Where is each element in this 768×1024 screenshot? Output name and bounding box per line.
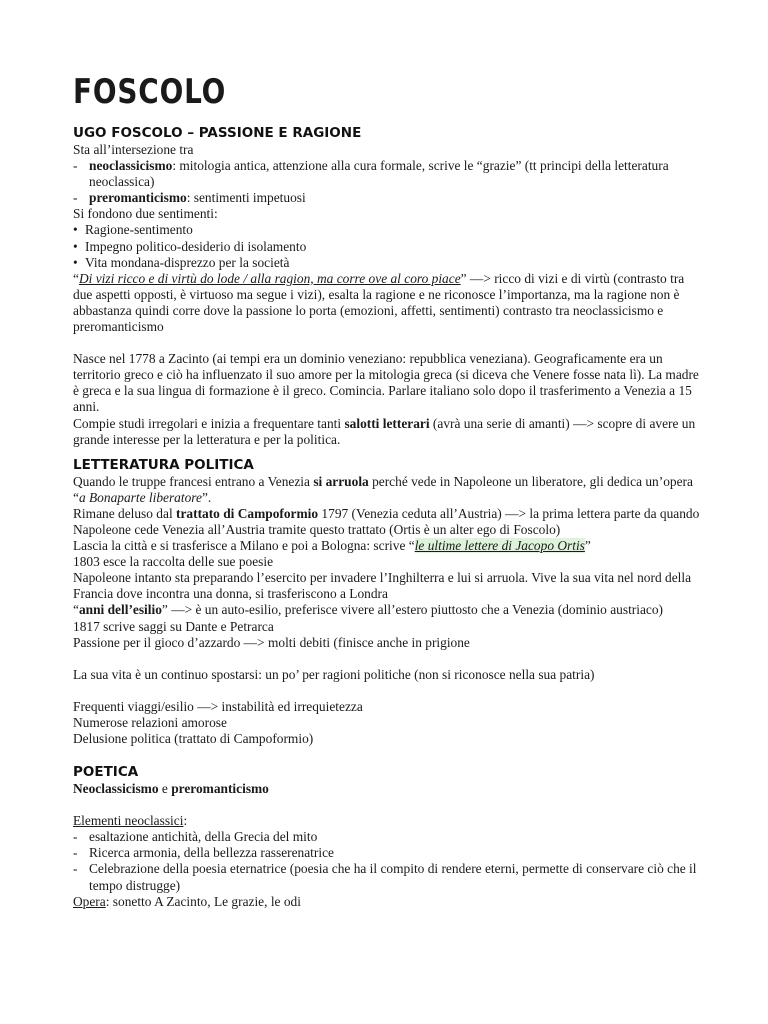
dash-marker: - xyxy=(73,158,78,174)
paragraph: Rimane deluso dal trattato di Campoformio 1797 (Venezia ceduta all’Austria) —> la prima lettera parte da quando Napoleone cede Venezia all’Austria tramite questo trattato (Ortis è un alter ego di Foscolo) xyxy=(73,505,700,537)
bullet-marker: • xyxy=(73,254,78,270)
dash-marker: - xyxy=(73,861,78,877)
poetica-subtitle: Neoclassicismo e preromanticismo xyxy=(73,781,269,797)
term-description: : sentimenti impetuosi xyxy=(186,190,306,206)
list-item xyxy=(73,190,703,206)
paragraph: 1817 scrive saggi su Dante e Petrarca xyxy=(73,618,274,634)
quote-text: Di vizi ricco e di virtù do lode / alla ragion, ma corre ove al coro piace xyxy=(78,270,461,286)
paragraph: Napoleone intanto sta preparando l’esercito per invadere l’Inghilterra e lui si arruola. Vive la sua vita nel nord della Francia dove incontra una donna, si trasferiscono a Londra xyxy=(73,570,692,602)
list-item xyxy=(73,222,703,238)
paragraph: Lascia la città e si trasferisce a Milano e poi a Bologna: scrive “le ultime lettere di Jacopo Ortis” xyxy=(73,538,591,554)
list-item: - Ricerca armonia, della bellezza rasserenatrice xyxy=(73,845,334,861)
highlighted-title: le ultime lettere di Jacopo Ortis xyxy=(414,538,585,554)
elements-label: Elementi neoclassici: xyxy=(73,813,188,829)
paragraph: Passione per il gioco d’azzardo —> molti debiti (finisce anche in prigione xyxy=(73,634,470,650)
bullet-text: Impegno politico-desiderio di isolamento xyxy=(85,238,307,254)
list-item xyxy=(73,239,703,255)
section-heading-letteratura-politica: LETTERATURA POLITICA xyxy=(73,456,254,473)
list-item: - Celebrazione della poesia eternatrice (poesia che ha il compito di rendere eterni, permette di conservare ciò che il tempo distrugge) xyxy=(73,861,697,893)
list-item xyxy=(73,255,703,271)
term-description: : mitologia antica, attenzione alla cura formale, scrive le “grazie” (tt principi della letteratura neoclassica) xyxy=(89,158,669,190)
term-bold: neoclassicismo xyxy=(89,158,173,174)
section-heading-passione-ragione: UGO FOSCOLO – PASSIONE E RAGIONE xyxy=(73,125,362,141)
paragraph: Frequenti viaggi/esilio —> instabilità ed irrequietezza xyxy=(73,698,363,714)
bullet-text: Ragione-sentimento xyxy=(85,222,193,238)
bio-paragraph: Nasce nel 1778 a Zacinto (ai tempi era un dominio veneziano: repubblica veneziana). Geograficamente era un territorio greco e ciò ha influenzato il suo amore per la mitologia greca (si diceva che Venere fosse nata lì). La madre è greca e la sua lingua di formazione è il greco. Comincia. Parlare italiano solo dopo il trasferimento a Venezia a 15 anni. xyxy=(73,351,699,415)
paragraph: Delusione politica (trattato di Campoformio) xyxy=(73,731,314,746)
dash-marker: - xyxy=(73,829,78,845)
section-heading-poetica: POETICA xyxy=(73,764,139,781)
paragraph: La sua vita è un continuo spostarsi: un po’ per ragioni politiche (non si riconosce nella sua patria) xyxy=(73,666,595,682)
quote-paragraph: “Di vizi ricco e di virtù do lode / alla ragion, ma corre ove al coro piace” —> ricco di vizi e di virtù (contrasto tra due aspetti opposti, è virtuoso ma segue i vizi), esalta la ragione e ne riconosce l’importanza, ma la ragione non è abbastanza quindi corre dove la passione lo porta (emozioni, affetti, sentimenti) contrasto tra neoclassicismo e preromanticismo xyxy=(73,270,685,335)
term-bold: preromanticismo xyxy=(89,190,187,206)
studies-paragraph: Compie studi irregolari e inizia a frequentare tanti salotti letterari (avrà una serie di amanti) —> scopre di avere un grande interesse per la letteratura e per la politica. xyxy=(73,415,696,447)
dash-marker: - xyxy=(73,845,78,861)
list-item: - esaltazione antichità, della Grecia del mito xyxy=(73,829,318,845)
bullet-marker: • xyxy=(73,222,78,238)
paragraph: “anni dell’esilio” —> è un auto-esilio, preferisce vivere all’estero piuttosto che a Venezia (dominio austriaco) xyxy=(73,602,664,618)
page-title: FOSCOLO xyxy=(73,72,227,112)
bullet-text: Vita mondana-disprezzo per la società xyxy=(85,254,290,270)
opera-line: Opera: sonetto A Zacinto, Le grazie, le odi xyxy=(73,893,301,909)
paragraph: 1803 esce la raccolta delle sue poesie xyxy=(73,554,274,570)
paragraph: Quando le truppe francesi entrano a Venezia si arruola perché vede in Napoleone un liberatore, gli dedica un’opera “a Bonaparte liberatore”. xyxy=(73,473,693,505)
dash-marker: - xyxy=(73,190,78,206)
list-item xyxy=(73,158,703,190)
document-page xyxy=(73,72,703,910)
paragraph: Numerose relazioni amorose xyxy=(73,714,227,730)
fusion-line: Si fondono due sentimenti: xyxy=(73,206,218,222)
bullet-marker: • xyxy=(73,238,78,254)
intro-line: Sta all’intersezione tra xyxy=(73,142,194,157)
